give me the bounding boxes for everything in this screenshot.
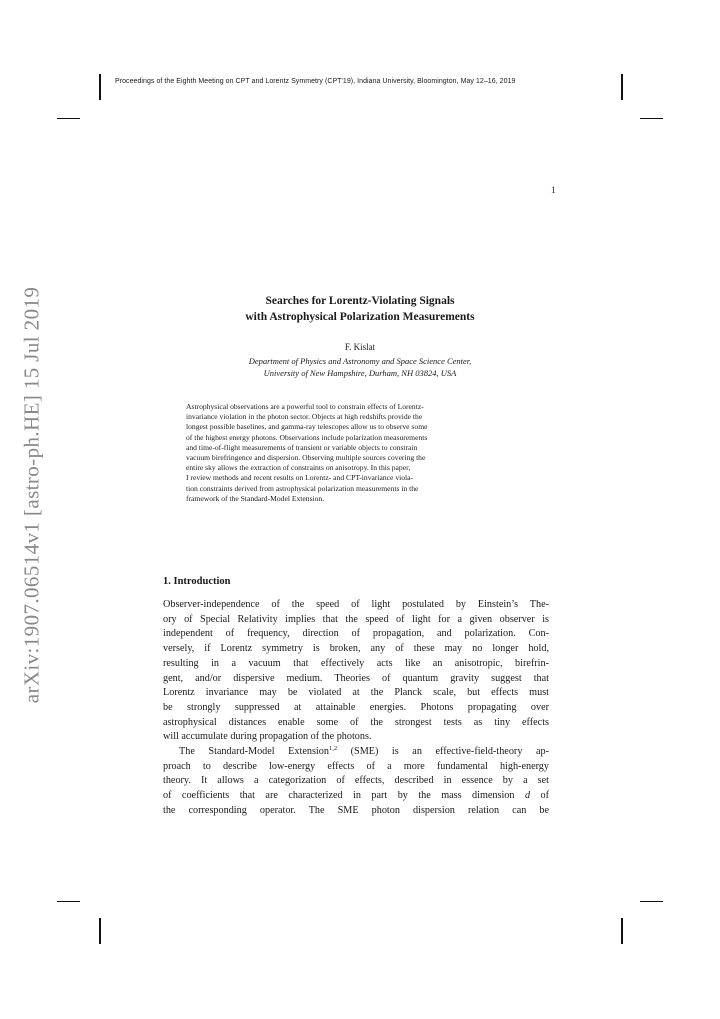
body-line: proach to describe low-energy effects of a more fundamental high-energy (163, 760, 549, 772)
body-line: be strongly suppressed at attainable energies. Photons propagating over (163, 701, 549, 713)
body-line: Lorentz invariance may be violated at the Planck scale, but effects must (163, 687, 549, 699)
abstract-line: vacuum birefringence and dispersion. Observing multiple sources covering the (186, 453, 426, 463)
paper-title (160, 293, 560, 325)
crop-mark (640, 118, 663, 119)
abstract-line: and time-of-flight measurements of transient or variable objects to constrain (186, 442, 418, 452)
affiliation-line: University of New Hampshire, Durham, NH 03824, USA (263, 368, 457, 378)
crop-mark (57, 118, 80, 119)
crop-mark (99, 74, 101, 100)
page-number: 1 (551, 185, 556, 195)
body-line: will accumulate during propagation of the photons. (163, 731, 372, 743)
body-text (163, 598, 549, 819)
affiliation-line: Department of Physics and Astronomy and Space Science Center, (248, 356, 472, 366)
body-line: astrophysical distances enable some of the strongest tests as tiny effects (163, 716, 549, 728)
abstract-line: longest possible baselines, and gamma-ray telescopes allow us to observe some (186, 422, 428, 432)
body-line: versely, if Lorentz symmetry is broken, any of these may no longer hold, (163, 643, 549, 655)
body-line (163, 789, 549, 804)
author: F. Kislat (344, 342, 376, 352)
abstract-line: tion constraints derived from astrophysical polarization measurements in the (186, 483, 419, 493)
body-line: resulting in a vacuum that effectively acts like an anisotropic, birefrin- (163, 657, 549, 669)
crop-mark (621, 918, 623, 944)
body-line: independent of frequency, direction of propagation, and polarization. Con- (163, 628, 549, 640)
math-variable: d (524, 790, 531, 802)
crop-mark (99, 918, 101, 944)
abstract-line: entire sky allows the extraction of constraints on anisotropy. In this paper, (186, 463, 411, 473)
abstract-line: Astrophysical observations are a powerful tool to constrain effects of Lorentz- (186, 402, 424, 411)
body-line: the corresponding operator. The SME photon dispersion relation can be (163, 804, 549, 816)
running-header: Proceedings of the Eighth Meeting on CPT and Lorentz Symmetry (CPT'19), Indiana University, Bloomington, May 12–16, 2019 (115, 78, 516, 85)
title-line: with Astrophysical Polarization Measurements (245, 311, 475, 323)
crop-mark (621, 74, 623, 100)
abstract-line: framework of the Standard-Model Extension. (186, 493, 325, 503)
arxiv-stamp (2, 286, 62, 704)
body-line: gent, and/or dispersive medium. Theories of quantum gravity suggest that (163, 672, 549, 684)
crop-mark (640, 901, 663, 902)
body-line: ory of Special Relativity implies that the speed of light for a given observer is (163, 613, 549, 625)
citation-ref: 1,2 (328, 745, 338, 753)
abstract-line: I review methods and recent results on Lorentz- and CPT-invariance viola- (186, 473, 414, 483)
text-run: of (530, 790, 549, 802)
title-line: Searches for Lorentz-Violating Signals (265, 295, 455, 307)
text-run: (SME) is an effective-field-theory ap- (337, 746, 549, 758)
affiliation (160, 355, 560, 379)
abstract-line: invariance violation in the photon sector. Objects at high redshifts provide the (186, 412, 423, 422)
abstract-line: of the highest energy photons. Observations include polarization measurements (186, 432, 428, 442)
body-line: theory. It allows a categorization of effects, described in essence by a set (163, 775, 549, 787)
text-run: of coefficients that are characterized in part by the mass dimension (163, 790, 525, 802)
arxiv-stamp-text: arXiv:1907.06514v1 [astro-ph.HE] 15 Jul 2019 (19, 286, 44, 704)
crop-mark (57, 901, 80, 902)
abstract (186, 402, 534, 504)
body-line: Observer-independence of the speed of light postulated by Einstein’s The- (163, 599, 549, 610)
section-title: 1. Introduction (163, 576, 231, 587)
body-line (163, 745, 549, 760)
text-run: The Standard-Model Extension (179, 746, 329, 758)
